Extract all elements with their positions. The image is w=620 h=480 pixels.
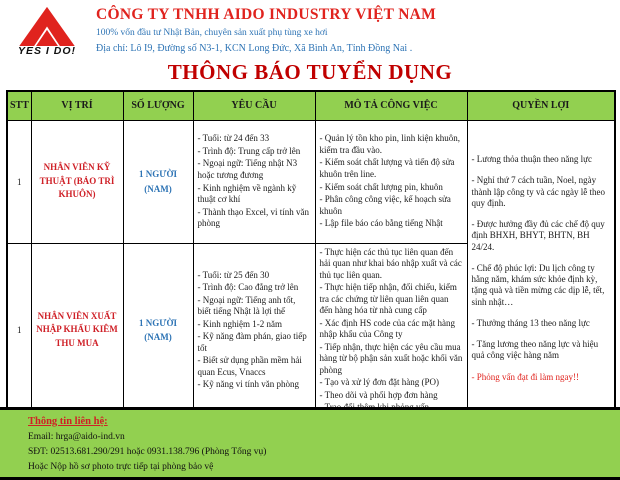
- col-header-stt: STT: [7, 91, 31, 120]
- list-item: - Tiếp nhận, thực hiện các yêu cầu mua hàng từ bộ phận sản xuất hoặc khối văn phòng: [319, 341, 463, 375]
- col-header-quantity: SỐ LƯỢNG: [123, 91, 193, 120]
- page-title: THÔNG BÁO TUYỂN DỤNG: [167, 60, 453, 84]
- list-item: - Ngoại ngữ: Tiếng nhật N3 hoặc tương đương: [197, 158, 298, 180]
- requirements-list: [193, 120, 315, 243]
- list-item: - Tuổi: từ 25 đến 30: [197, 269, 270, 280]
- list-item: - Kỹ năng vi tính văn phòng: [197, 379, 299, 390]
- col-header-position: VỊ TRÍ: [31, 91, 123, 120]
- company-tagline: 100% vốn đầu tư Nhật Bản, chuyên sản xuất phụ tùng xe hơi: [96, 28, 328, 38]
- aido-a-icon: [8, 5, 86, 47]
- contact-email: Email: hrga@aido-ind.vn: [28, 432, 125, 442]
- list-item: - Kiểm soát chất lượng pin, khuôn: [319, 181, 443, 192]
- benefits-highlight: - Phỏng vấn đạt đi làm ngay!!: [471, 371, 579, 382]
- list-item: - Ngoại ngữ: Tiếng anh tốt, biết tiếng Nhật là lợi thế: [197, 294, 296, 317]
- benefits-list: [472, 154, 611, 362]
- company-logo: [8, 5, 86, 57]
- benefits-cell: [467, 120, 615, 418]
- list-item: - Lương thỏa thuận theo năng lực: [471, 154, 592, 165]
- list-item: - Theo dõi và phối hợp đơn hàng: [319, 389, 438, 400]
- col-header-benefits: QUYỀN LỢI: [467, 91, 615, 120]
- list-item: - Được hưởng đầy đủ các chế độ quy định BHXH, BHYT, BHTN, BH 24/24.: [471, 219, 605, 252]
- quantity-value: 1 NGƯỜI (NAM): [123, 120, 193, 243]
- company-name: CÔNG TY TNHH AIDO INDUSTRY VIỆT NAM: [96, 6, 437, 23]
- list-item: - Kinh nghiệm 1-2 năm: [197, 318, 282, 329]
- col-header-description: MÔ TẢ CÔNG VIỆC: [315, 91, 467, 120]
- logo-slogan: YES I DO!: [17, 45, 76, 57]
- position-name: NHÂN VIÊN XUẤT NHẬP KHẨU KIÊM THU MUA: [31, 243, 123, 418]
- company-header: [0, 0, 620, 56]
- table-header-row: [7, 91, 615, 120]
- stt-value: 1: [7, 243, 31, 418]
- list-item: - Tuổi: từ 24 đến 33: [197, 133, 270, 144]
- quantity-value: 1 NGƯỜI (NAM): [123, 243, 193, 418]
- requirements-list: [193, 243, 315, 418]
- contact-footer: [0, 407, 620, 480]
- list-item: - Xác định HS code của các mặt hàng nhập khẩu của Công ty: [319, 317, 455, 340]
- list-item: - Kiểm soát chất lượng và tiến độ sửa khuôn trên line.: [319, 157, 455, 179]
- list-item: - Tạo và xử lý đơn đặt hàng (PO): [319, 377, 439, 388]
- list-item: - Kỹ năng đàm phán, giao tiếp tốt: [197, 331, 307, 353]
- job-description-list: [315, 243, 467, 418]
- list-item: - Biết sử dụng phần mềm hải quan Ecus, Vnaccs: [197, 355, 302, 377]
- position-name: NHÂN VIÊN KỸ THUẬT (BẢO TRÌ KHUÔN): [31, 120, 123, 243]
- list-item: - Phân công công việc, kế hoạch sửa khuôn: [319, 194, 451, 216]
- list-item: - Trình độ: Cao đẳng trở lên: [197, 282, 299, 293]
- list-item: - Tăng lương theo năng lực và hiệu quả công việc hàng năm: [471, 339, 599, 361]
- list-item: - Trình độ: Trung cấp trở lên: [197, 145, 301, 156]
- contact-heading: Thông tin liên hệ:: [28, 416, 108, 427]
- list-item: - Thực hiện tiếp nhận, đối chiếu, kiểm tra các chứng từ liên quan liên quan đến hàng hóa từ nhà cung cấp: [319, 282, 457, 316]
- list-item: - Nghỉ thứ 7 cách tuần, Noel, ngày thành lập công ty và các ngày lễ theo quy định.: [471, 175, 605, 208]
- contact-note: Hoặc Nộp hồ sơ photo trực tiếp tại phòng bảo vệ: [28, 462, 214, 472]
- job-description-list: [315, 120, 467, 243]
- col-header-requirements: YÊU CẦU: [193, 91, 315, 120]
- jobs-table: [6, 90, 616, 419]
- list-item: - Quản lý tồn kho pin, linh kiện khuôn, kiểm tra đầu vào.: [319, 133, 460, 155]
- list-item: - Kinh nghiệm về ngành kỹ thuật cơ khí: [197, 182, 297, 205]
- list-item: - Thưởng tháng 13 theo năng lực: [471, 317, 590, 328]
- stt-value: 1: [7, 120, 31, 243]
- company-info: [86, 5, 436, 54]
- list-item: - Thực hiện các thủ tục liên quan đến hải quan như khai báo nhập xuất và các thủ tục liên quan.: [319, 246, 462, 280]
- company-address: Địa chỉ: Lô I9, Đường số N3-1, KCN Long Đức, Xã Bình An, Tỉnh Đồng Nai .: [96, 43, 413, 54]
- table-row: [7, 120, 615, 243]
- contact-phone: SĐT: 02513.681.290/291 hoặc 0931.138.796 (Phòng Tổng vụ): [28, 447, 267, 457]
- list-item: - Thành thạo Excel, vi tính văn phòng: [197, 206, 310, 229]
- list-item: - Lập file báo cáo bằng tiếng Nhật: [319, 218, 443, 229]
- list-item: - Chế độ phúc lợi: Du lịch công ty hằng năm, khám sức khỏe định kỳ, tặng quà và tiền mừng các dịp lễ, tết, sinh nhật…: [471, 262, 605, 307]
